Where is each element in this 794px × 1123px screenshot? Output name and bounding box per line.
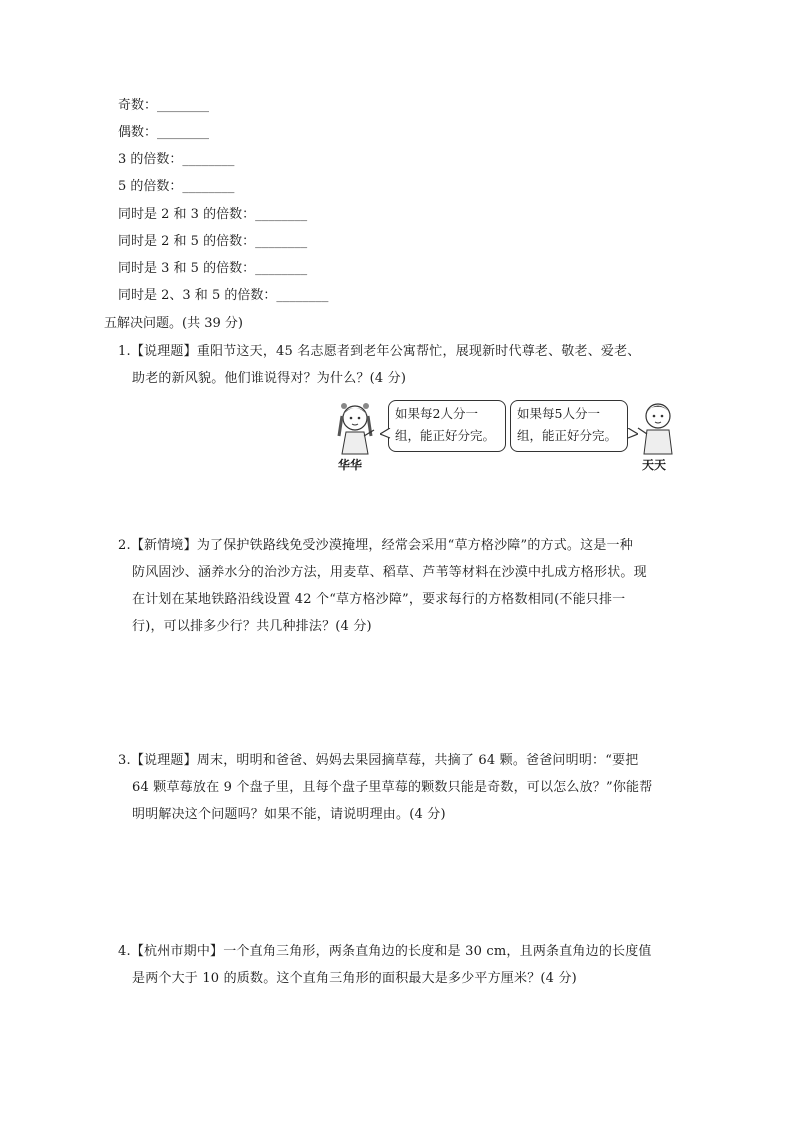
- question-text: 64 颗草莓放在 9 个盘子里，且每个盘子里草莓的颗数只能是奇数，可以怎么放？”你能帮: [132, 780, 653, 795]
- question-number: 1.: [118, 344, 131, 359]
- answer-blank[interactable]: ________: [157, 125, 210, 140]
- boy-character-icon: [634, 398, 680, 456]
- question-tag: 【说理题】: [130, 344, 197, 359]
- answer-blank[interactable]: ________: [255, 207, 308, 222]
- question-text: 为了保护铁路线免受沙漠掩埋，经常会采用“草方格沙障”的方式。这是一种: [196, 538, 633, 553]
- fill-item-even: [118, 123, 209, 143]
- question-3: [118, 747, 688, 828]
- question-line: [118, 532, 688, 559]
- character-name-tiantian: 天天: [642, 458, 667, 472]
- question-line: [118, 338, 678, 365]
- answer-blank[interactable]: ________: [182, 152, 235, 167]
- question-text: 重阳节这天，45 名志愿者到老年公寓帮忙，展现新时代尊老、敬老、爱老、: [196, 344, 641, 359]
- question-text: 周末，明明和爸爸、妈妈去果园摘草莓，共摘了 64 颗。爸爸问明明：“要把: [196, 753, 639, 768]
- question-text: 助老的新风貌。他们谁说得对？为什么？(4 分): [132, 371, 407, 386]
- fill-label: 偶数：: [118, 125, 158, 140]
- question-4: [118, 938, 688, 992]
- bubble-tail-icon: [380, 428, 392, 440]
- speech-line: 组，能正好分完。: [517, 428, 618, 443]
- answer-blank[interactable]: ________: [255, 234, 308, 249]
- fill-item-mult2-3-5: [118, 286, 328, 306]
- fill-label: 奇数：: [118, 98, 158, 113]
- question-text: 一个直角三角形，两条直角边的长度和是 30 cm，且两条直角边的长度值: [223, 944, 652, 959]
- fill-item-odd: [118, 96, 209, 116]
- fill-item-mult3-5: [118, 259, 307, 279]
- question-2: [118, 532, 688, 640]
- speech-line: 组，能正好分完。: [395, 428, 496, 443]
- fill-item-mult2-3: [118, 205, 307, 225]
- question-number: 3.: [118, 753, 131, 768]
- question-tag: 【杭州市期中】: [130, 944, 224, 959]
- question-1: [118, 338, 678, 392]
- question-line: [118, 747, 688, 774]
- question-text: 防风固沙、涵养水分的治沙方法，用麦草、稻草、芦苇等材料在沙漠中扎成方格形状。现: [132, 565, 647, 580]
- question-line: [118, 938, 688, 965]
- speech-bubble-left: [388, 400, 506, 452]
- fill-label: 同时是 3 和 5 的倍数：: [118, 261, 256, 276]
- question-text: 是两个大于 10 的质数。这个直角三角形的面积最大是多少平方厘米？(4 分): [132, 971, 577, 986]
- fill-item-mult3: [118, 150, 234, 170]
- fill-label: 5 的倍数：: [118, 179, 183, 194]
- speech-line: 如果每2人分一: [395, 406, 478, 421]
- question-number: 4.: [118, 944, 131, 959]
- question-tag: 【新情境】: [130, 538, 197, 553]
- question-tag: 【说理题】: [130, 753, 197, 768]
- answer-blank[interactable]: ________: [157, 98, 210, 113]
- question-number: 2.: [118, 538, 131, 553]
- girl-character-icon: [330, 398, 380, 456]
- fill-item-mult5: [118, 177, 234, 197]
- fill-label: 同时是 2 和 3 的倍数：: [118, 207, 256, 222]
- question-text: 行)，可以排多少行？共几种排法？(4 分): [132, 619, 372, 634]
- speech-bubble-right: [510, 400, 628, 452]
- answer-blank[interactable]: ________: [255, 261, 308, 276]
- question-text: 明明解决这个问题吗？如果不能，请说明理由。(4 分): [132, 807, 446, 822]
- speech-line: 如果每5人分一: [517, 406, 600, 421]
- section-title: 五解决问题。(共 39 分): [104, 316, 243, 331]
- answer-blank[interactable]: ________: [182, 179, 235, 194]
- question-text: 在计划在某地铁路沿线设置 42 个“草方格沙障”，要求每行的方格数相同(不能只排一: [132, 592, 626, 607]
- answer-blank[interactable]: ________: [276, 288, 329, 303]
- fill-label: 同时是 2 和 5 的倍数：: [118, 234, 256, 249]
- fill-label: 同时是 2、3 和 5 的倍数：: [118, 288, 277, 303]
- illustration: [330, 398, 680, 478]
- fill-label: 3 的倍数：: [118, 152, 183, 167]
- character-name-huahua: 华华: [338, 458, 363, 472]
- fill-item-mult2-5: [118, 232, 307, 252]
